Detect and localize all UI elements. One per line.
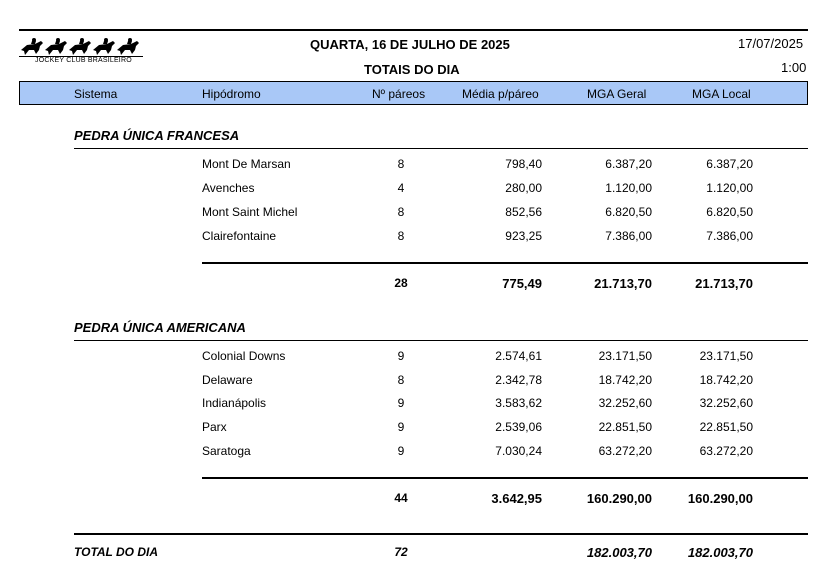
- hipodromo-cell: Parx: [202, 420, 227, 434]
- subtotal-media: 775,49: [502, 276, 542, 291]
- mga-geral-cell: 6.820,50: [605, 205, 652, 219]
- mga-geral-cell: 7.386,00: [605, 229, 652, 243]
- report-date-long: QUARTA, 16 DE JULHO DE 2025: [310, 37, 510, 52]
- hipodromo-cell: Mont De Marsan: [202, 157, 291, 171]
- top-rule: [19, 29, 808, 31]
- media-cell: 280,00: [505, 181, 542, 195]
- mga-local-cell: 1.120,00: [706, 181, 753, 195]
- pareos-cell: 8: [397, 229, 405, 243]
- subtotal-mga-geral: 160.290,00: [586, 491, 652, 506]
- table-row: [0, 396, 839, 414]
- col-media: Média p/páreo: [462, 87, 539, 101]
- pareos-cell: 9: [397, 420, 405, 434]
- media-cell: 2.342,78: [495, 373, 542, 387]
- mga-geral-cell: 6.387,20: [605, 157, 652, 171]
- col-hipodromo: Hipódromo: [202, 87, 261, 101]
- media-cell: 2.574,61: [495, 349, 542, 363]
- grand-total-rule: [74, 533, 808, 535]
- col-mga-geral: MGA Geral: [587, 87, 647, 101]
- mga-local-cell: 32.252,60: [699, 396, 753, 410]
- mga-geral-cell: 23.171,50: [598, 349, 652, 363]
- grand-total-mga-geral: 182.003,70: [586, 545, 652, 560]
- table-row: [0, 444, 839, 462]
- hipodromo-cell: Avenches: [202, 181, 255, 195]
- media-cell: 923,25: [505, 229, 542, 243]
- mga-local-cell: 6.387,20: [706, 157, 753, 171]
- mga-local-cell: 23.171,50: [699, 349, 753, 363]
- table-row: [0, 181, 839, 199]
- report-title: TOTAIS DO DIA: [364, 62, 460, 77]
- pareos-cell: 4: [397, 181, 405, 195]
- hipodromo-cell: Delaware: [202, 373, 253, 387]
- pareos-cell: 9: [397, 349, 405, 363]
- subtotal-media: 3.642,95: [491, 491, 542, 506]
- mga-local-cell: 6.820,50: [706, 205, 753, 219]
- horses-icon: [19, 36, 143, 58]
- media-cell: 852,56: [505, 205, 542, 219]
- table-row: [0, 349, 839, 367]
- media-cell: 2.539,06: [495, 420, 542, 434]
- subtotal-mga-geral: 21.713,70: [594, 276, 652, 291]
- subtotal-mga-local: 21.713,70: [695, 276, 753, 291]
- hipodromo-cell: Saratoga: [202, 444, 251, 458]
- col-sistema: Sistema: [74, 87, 118, 101]
- mga-geral-cell: 1.120,00: [605, 181, 652, 195]
- pareos-cell: 9: [397, 444, 405, 458]
- hipodromo-cell: Indianápolis: [202, 396, 267, 410]
- mga-local-cell: 63.272,20: [699, 444, 753, 458]
- section-rule: [74, 340, 808, 341]
- section-rule: [74, 148, 808, 149]
- hipodromo-cell: Clairefontaine: [202, 229, 277, 243]
- grand-total-label: TOTAL DO DIA: [74, 545, 158, 559]
- grand-total-row: [0, 545, 839, 563]
- table-row: [0, 205, 839, 223]
- table-row: [0, 229, 839, 247]
- report-date-short: 17/07/2025: [738, 36, 804, 51]
- subtotal-rule: [202, 477, 808, 479]
- hipodromo-cell: Colonial Downs: [202, 349, 286, 363]
- table-row: [0, 420, 839, 438]
- mga-local-cell: 18.742,20: [699, 373, 753, 387]
- pareos-cell: 8: [397, 205, 405, 219]
- subtotal-row: [0, 276, 839, 294]
- subtotal-pareos: 44: [394, 491, 408, 505]
- mga-local-cell: 22.851,50: [699, 420, 753, 434]
- section-title: PEDRA ÚNICA FRANCESA: [74, 128, 240, 143]
- table-row: [0, 157, 839, 175]
- pareos-cell: 8: [397, 373, 405, 387]
- subtotal-row: [0, 491, 839, 509]
- grand-total-pareos: 72: [394, 545, 408, 559]
- logo-caption: JOCKEY CLUB BRASILEIRO: [35, 57, 132, 64]
- pareos-cell: 9: [397, 396, 405, 410]
- grand-total-mga-local: 182.003,70: [687, 545, 753, 560]
- media-cell: 798,40: [505, 157, 542, 171]
- subtotal-mga-local: 160.290,00: [687, 491, 753, 506]
- page-number: 1:00: [781, 60, 807, 75]
- media-cell: 3.583,62: [495, 396, 542, 410]
- mga-geral-cell: 22.851,50: [598, 420, 652, 434]
- subtotal-pareos: 28: [394, 276, 408, 290]
- jockey-club-logo: [19, 36, 143, 70]
- pareos-cell: 8: [397, 157, 405, 171]
- subtotal-rule: [202, 262, 808, 264]
- mga-geral-cell: 32.252,60: [598, 396, 652, 410]
- hipodromo-cell: Mont Saint Michel: [202, 205, 298, 219]
- col-pareos: Nº páreos: [372, 87, 426, 101]
- table-row: [0, 373, 839, 391]
- mga-geral-cell: 18.742,20: [598, 373, 652, 387]
- mga-local-cell: 7.386,00: [706, 229, 753, 243]
- col-mga-local: MGA Local: [692, 87, 751, 101]
- media-cell: 7.030,24: [495, 444, 542, 458]
- mga-geral-cell: 63.272,20: [598, 444, 652, 458]
- section-title: PEDRA ÚNICA AMERICANA: [74, 320, 246, 335]
